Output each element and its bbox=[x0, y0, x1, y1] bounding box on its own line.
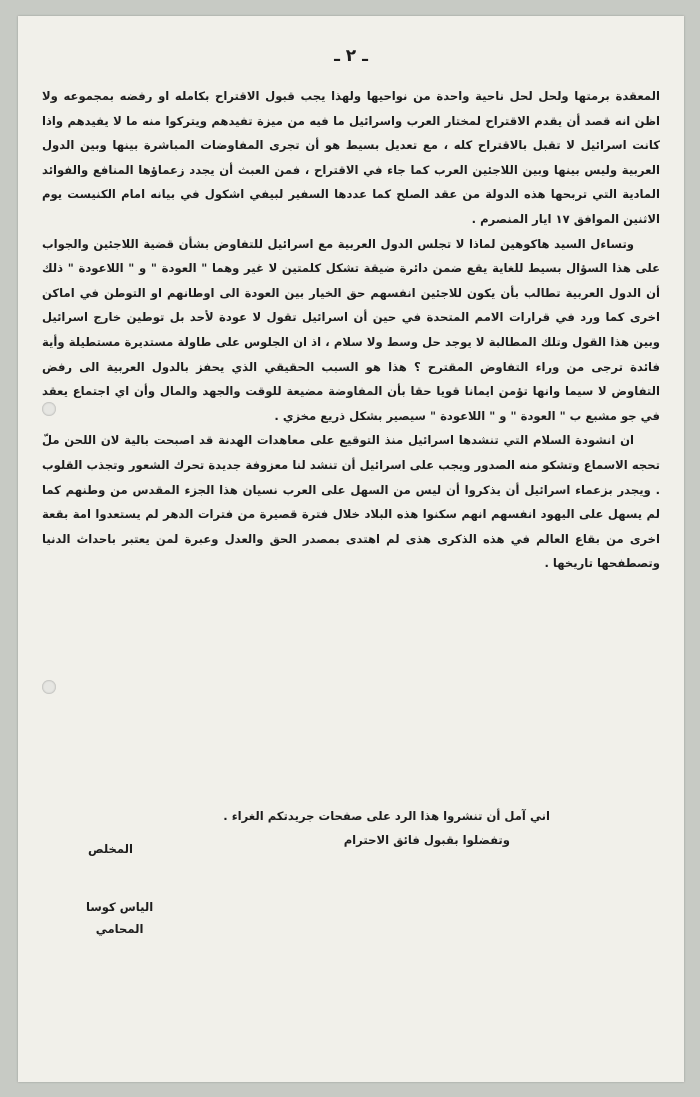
paragraph-2: وتساءل السيد هاكوهين لماذا لا تجلس الدول العربية مع اسرائيل للتفاوض بشأن قضية اللاجئين والجواب على هذا السؤال بسيط للغاية يقع ضمن دائرة ضيقة تشكل كلمتين لا غير وهما " العودة " و " اللاعودة " ذلك أن الدول العربية تطالب بأن يكون للاجئين انفسهم حق الخيار بين العودة الى اوطانهم او التوطن في اماكن اخرى كما ورد في قرارات الامم المتحدة في حين أن اسرائيل تقول لا عودة لأحد بل توطين خارج اسرائيل وبين هذا القول وتلك المطالبة لا يوجد حل وسط ولا سلام ، اذ ان الجلوس على طاولة مستديرة مستطيلة وأية فائدة ترجى من وراء التفاوض المقترح ؟ هذا هو السبب الحقيقي الذي يحفز بالدول العربية الى رفض التفاوض لا سيما وانها تؤمن ايمانا قويا حقا بأن المفاوضة مضيعة للوقت والجهد والمال وأن اي اجتماع يعقد في جو مشبع ب " العودة " و " اللاعودة " سيصير بشكل ذريع مخزي . bbox=[42, 236, 660, 423]
signature-block bbox=[86, 896, 153, 940]
paragraph-3: ان انشودة السلام التي تنشدها اسرائيل منذ التوقيع على معاهدات الهدنة قد اصبحت بالية لان اللحن ملّ تحجه الاسماع وتشكو منه الصدور ويجب على اسرائيل أن تنشد لنا معزوفة جديدة تحرك الشعور وتجذب القلوب . ويجدر بزعماء اسرائيل أن يذكروا أن ليس من السهل على العرب نسيان هذا الجزء المقدس من وطنهم كما لم يسهل على اليهود انفسهم انهم سكنوا هذه البلاد خلال فترة قصيرة من فترات الدهر لم يستعدوا امة بقعة اخرى من بقاع العالم في هذه الذكرى هذى لم اهتدى بمصدر الحق والعدل وعبرة لمن يعتبر باحداث الدنيا وتصطفحها تاريخها . bbox=[42, 433, 660, 571]
punch-hole bbox=[42, 680, 56, 694]
document-page bbox=[18, 16, 684, 1082]
signer-title: المحامي bbox=[95, 922, 144, 936]
paragraph-1: المعقدة برمتها ولحل لحل ناحية واحدة من نواحيها ولهذا يجب قبول الاقتراح بكامله او رفضه بمجموعه ولا اظن انه قصد أن يقدم الاقتراح لمختار العرب واسرائيل ما فيه من ميزة تفيدهم ويتركوا منه ما لا يفيدهم واذا كانت اسرائيل لا تقبل بالاقتراح كله ، مع تعديل بسيط هو أن تجرى المفاوضات المباشرة بينها وبين الدول العربية وليس بينها وبين اللاجئين العرب كما جاء في الاقتراح ، فمن العبث أن يجدد زعماؤها المنافع والفوائد المادية التي تربحها هذه الدولة من عقد الصلح كما عددها السفير لبيفي اشكول في بيانه امام الكنيست يوم الاثنين الموافق ١٧ ايار المنصرم . bbox=[42, 89, 660, 226]
signer-name: الياس كوسا bbox=[86, 900, 154, 914]
sign-off: المخلص bbox=[88, 842, 134, 856]
closing-block bbox=[42, 804, 660, 852]
closing-line-2: وتفضلوا بقبول فائق الاحترام bbox=[343, 833, 510, 847]
page-number: ـ ٢ ـ bbox=[334, 46, 368, 66]
letter-body bbox=[42, 84, 660, 576]
punch-hole bbox=[42, 402, 56, 416]
closing-line-1: اني آمل أن تنشروا هذا الرد على صفحات جريدتكم الغراء . bbox=[223, 809, 550, 823]
